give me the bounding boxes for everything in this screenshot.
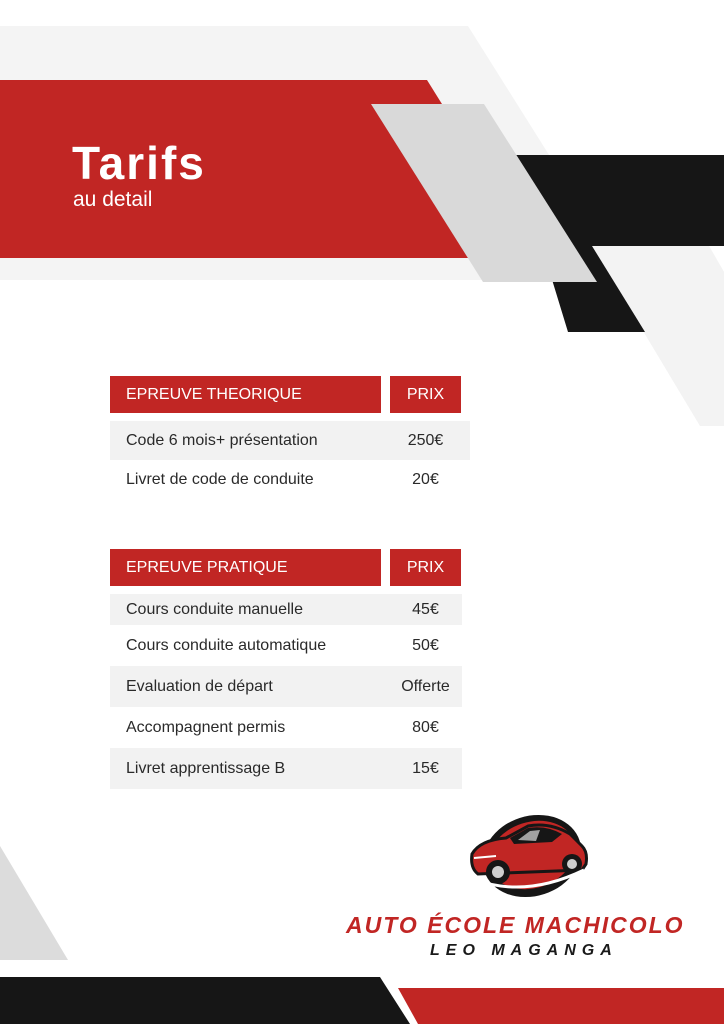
row-label: Livret de code de conduite (126, 471, 314, 488)
table-row (110, 625, 462, 666)
row-price: 20€ (412, 471, 439, 488)
row-label: Cours conduite automatique (126, 637, 327, 654)
theory-rows (110, 421, 470, 499)
practice-table-header (110, 549, 470, 586)
table-row (110, 748, 462, 789)
brand-name: AUTO ÉCOLE MACHICOLO (346, 912, 685, 938)
table-row (110, 707, 462, 748)
practice-price-table (110, 549, 470, 789)
black-bottom-band (0, 977, 410, 1024)
practice-rows (110, 594, 470, 789)
row-label: Accompagnent permis (126, 719, 286, 736)
car-logo-icon (466, 808, 590, 908)
theory-price-table (110, 376, 470, 499)
row-price: 250€ (407, 432, 444, 449)
row-price: 50€ (412, 637, 439, 654)
brand-owner: LEO MAGANGA (430, 942, 618, 959)
table-row (110, 594, 462, 625)
theory-table-header (110, 376, 470, 413)
practice-heading: EPREUVE PRATIQUE (110, 549, 381, 586)
table-row (110, 666, 462, 707)
page-subtitle: au detail (73, 188, 153, 211)
row-label: Cours conduite manuelle (126, 601, 303, 618)
table-row (110, 460, 462, 499)
gray-corner-triangle (0, 846, 68, 960)
row-price: Offerte (401, 678, 450, 695)
row-price: 80€ (412, 719, 439, 736)
row-label: Livret apprentissage B (126, 760, 286, 777)
row-price: 15€ (412, 760, 439, 777)
page-title: Tarifs (72, 137, 206, 189)
practice-price-heading: PRIX (390, 549, 461, 586)
red-bottom-band (398, 988, 724, 1024)
row-label: Evaluation de départ (126, 678, 273, 695)
theory-price-heading: PRIX (390, 376, 461, 413)
row-price: 45€ (412, 601, 439, 618)
table-row (110, 421, 470, 460)
row-label: Code 6 mois+ présentation (126, 432, 318, 449)
theory-heading: EPREUVE THEORIQUE (110, 376, 381, 413)
